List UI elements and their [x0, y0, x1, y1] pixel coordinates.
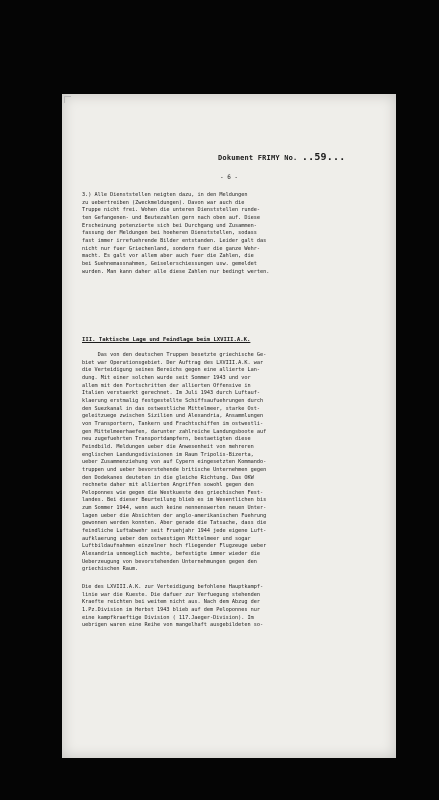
text-line: uebrigen waren eine Reihe von mangelhaft ausgebildeten so- [82, 622, 264, 629]
text-line: wurden. Man kann daher alle diese Zahlen nur bedingt werten. [82, 268, 270, 275]
text-line: geleitzuege zwischen Sizilien und Alexandria, Ansammlungen [82, 413, 264, 420]
text-line: den Suezkanal in das ostwestliche Mittelmeer, starke Ost- [82, 405, 261, 412]
text-line: griechischen Raum. [82, 566, 139, 573]
text-line: gen Mittelmeerhaefen, darunter zahlreiche Landungsboote auf [82, 428, 267, 435]
text-line: Das von den deutschen Truppen besetzte griechische Ge- [82, 352, 267, 358]
document-reference-label: Dokument FRIMY No. [218, 154, 298, 162]
text-line: aufklaerung ueber dem ostwestigen Mittelmeer und sogar [82, 535, 251, 542]
text-line: Ueberzeugung von bevorstehenden Unternehmungen gegen den [82, 558, 257, 565]
section-heading: III. Taktische Lage und Feindlage beim LXVIII.A.K. [82, 337, 251, 343]
paragraph-defense [82, 584, 392, 630]
text-line: lagen ueber die Absichten der anglo-amerikanischen Fuehrung [82, 512, 267, 519]
document-page [62, 94, 396, 758]
text-line: gewonnen werden konnten. Aber gerade die Tatsache, dass die [82, 520, 267, 527]
text-line: Italien verstaerkt gerechnet. Im Juli 1943 durch Luftauf- [82, 390, 261, 397]
text-line: landes. Bei dieser Beurteilung blieb es im Wesentlichen bis [82, 497, 267, 504]
text-line: 1.Pz.Division im Herbst 1943 blieb auf dem Peloponnes nur [82, 606, 261, 613]
paragraph-3 [82, 192, 392, 276]
text-line: den Dodekanes deuteten in die gleiche Richtung. Das OKW [82, 474, 254, 481]
text-line: fassung der Meldungen bei hoeheren Dienststellen, sodass [82, 230, 257, 237]
text-line: ten Gefangenen- und Beutezahlen gern nach oben auf. Diese [82, 214, 261, 221]
text-line: feindliche Luftabwehr seit Fruehjahr 1944 jede eigene Luft- [82, 528, 267, 535]
text-line: Peloponnes wie gegen die Westkueste des griechischen Fest- [82, 489, 264, 496]
text-line: 3.) Alle Dienststellen neigten dazu, in den Meldungen [82, 192, 248, 198]
page-number: - 6 - [219, 174, 239, 181]
text-line: die Verteidigung seines Bereichs gegen eine allierte Lan- [82, 367, 261, 374]
text-line: ueber Zusammenziehung von auf Cypern eingesetzten Kommando- [82, 459, 267, 466]
text-line: rechnete daher mit allierten Angriffen sowohl gegen den [82, 482, 254, 489]
text-line: Die des LXVIII.A.K. zur Verteidigung befohlene Hauptkampf- [82, 584, 264, 590]
page-corner-mark [64, 96, 71, 103]
text-line: fast immer irrefuehrende Bilder entstanden. Leider galt das [82, 237, 267, 244]
text-line: truppen und ueber bevorstehende britische Unternehmen gegen [82, 466, 267, 473]
text-line: dung. Mit einer solchen wurde seit Sommer 1943 und vor [82, 374, 251, 381]
document-reference [218, 152, 345, 163]
text-line: Kraefte reichten bei weitem nicht aus. Nach dem Abzug der [82, 599, 261, 606]
text-line: Alexandria unmoeglich machte, befestigte immer wieder die [82, 551, 261, 558]
text-line: Luftbildaufnahmen einzelner hoch fliegender Flugzeuge ueber [82, 543, 267, 550]
text-line: Erscheinung potenzierte sich bei Durchgang und Zusammen- [82, 222, 257, 229]
text-line: allem mit den Fortschritten der allierten Offensive in [82, 382, 251, 389]
text-line: Feindbild. Meldungen ueber die Anwesenheit von mehreren [82, 443, 254, 450]
text-line: linie war die Kueste. Die dafuer zur Verfuegung stehenden [82, 591, 261, 598]
document-reference-number: ..59... [301, 152, 346, 163]
text-line: eine kampfkraeftige Division ( 117.Jaeger-Division). Im [82, 614, 254, 621]
paragraph-section-iii [82, 352, 392, 574]
text-line: nicht nur fuer Griechenland, sondern fuer die ganze Wehr- [82, 245, 261, 252]
text-line: von Transportern, Tankern und Frachtschiffen im ostwestli- [82, 420, 264, 427]
text-line: zum Sommer 1944, wenn auch keine nennenswerten neuen Unter- [82, 505, 267, 512]
text-line: Truppe nicht frei. Wohen die unteren Dienststellen runde- [82, 207, 261, 214]
text-line: englischen Landungsdivisionen im Raum Tripolis-Bizerta, [82, 451, 254, 458]
text-line: bei Suehnemassnahmen, Geiselerschiessungen usw. gemeldet [82, 260, 257, 267]
text-line: neu zugefuehrten Transportdampfern, bestaetigten diese [82, 436, 251, 443]
text-line: zu uebertreiben (Zweckmeldungen). Davon war auch die [82, 199, 245, 206]
text-line: macht. Es galt vor allem aber auch fuer die Zahlen, die [82, 253, 254, 260]
text-line: klaerung erstmalig festgestellte Schiffsaufuehrungen durch [82, 397, 264, 404]
text-line: biet war Operationsgebiet. Der Auftrag des LXVIII.A.K. war [82, 359, 264, 366]
